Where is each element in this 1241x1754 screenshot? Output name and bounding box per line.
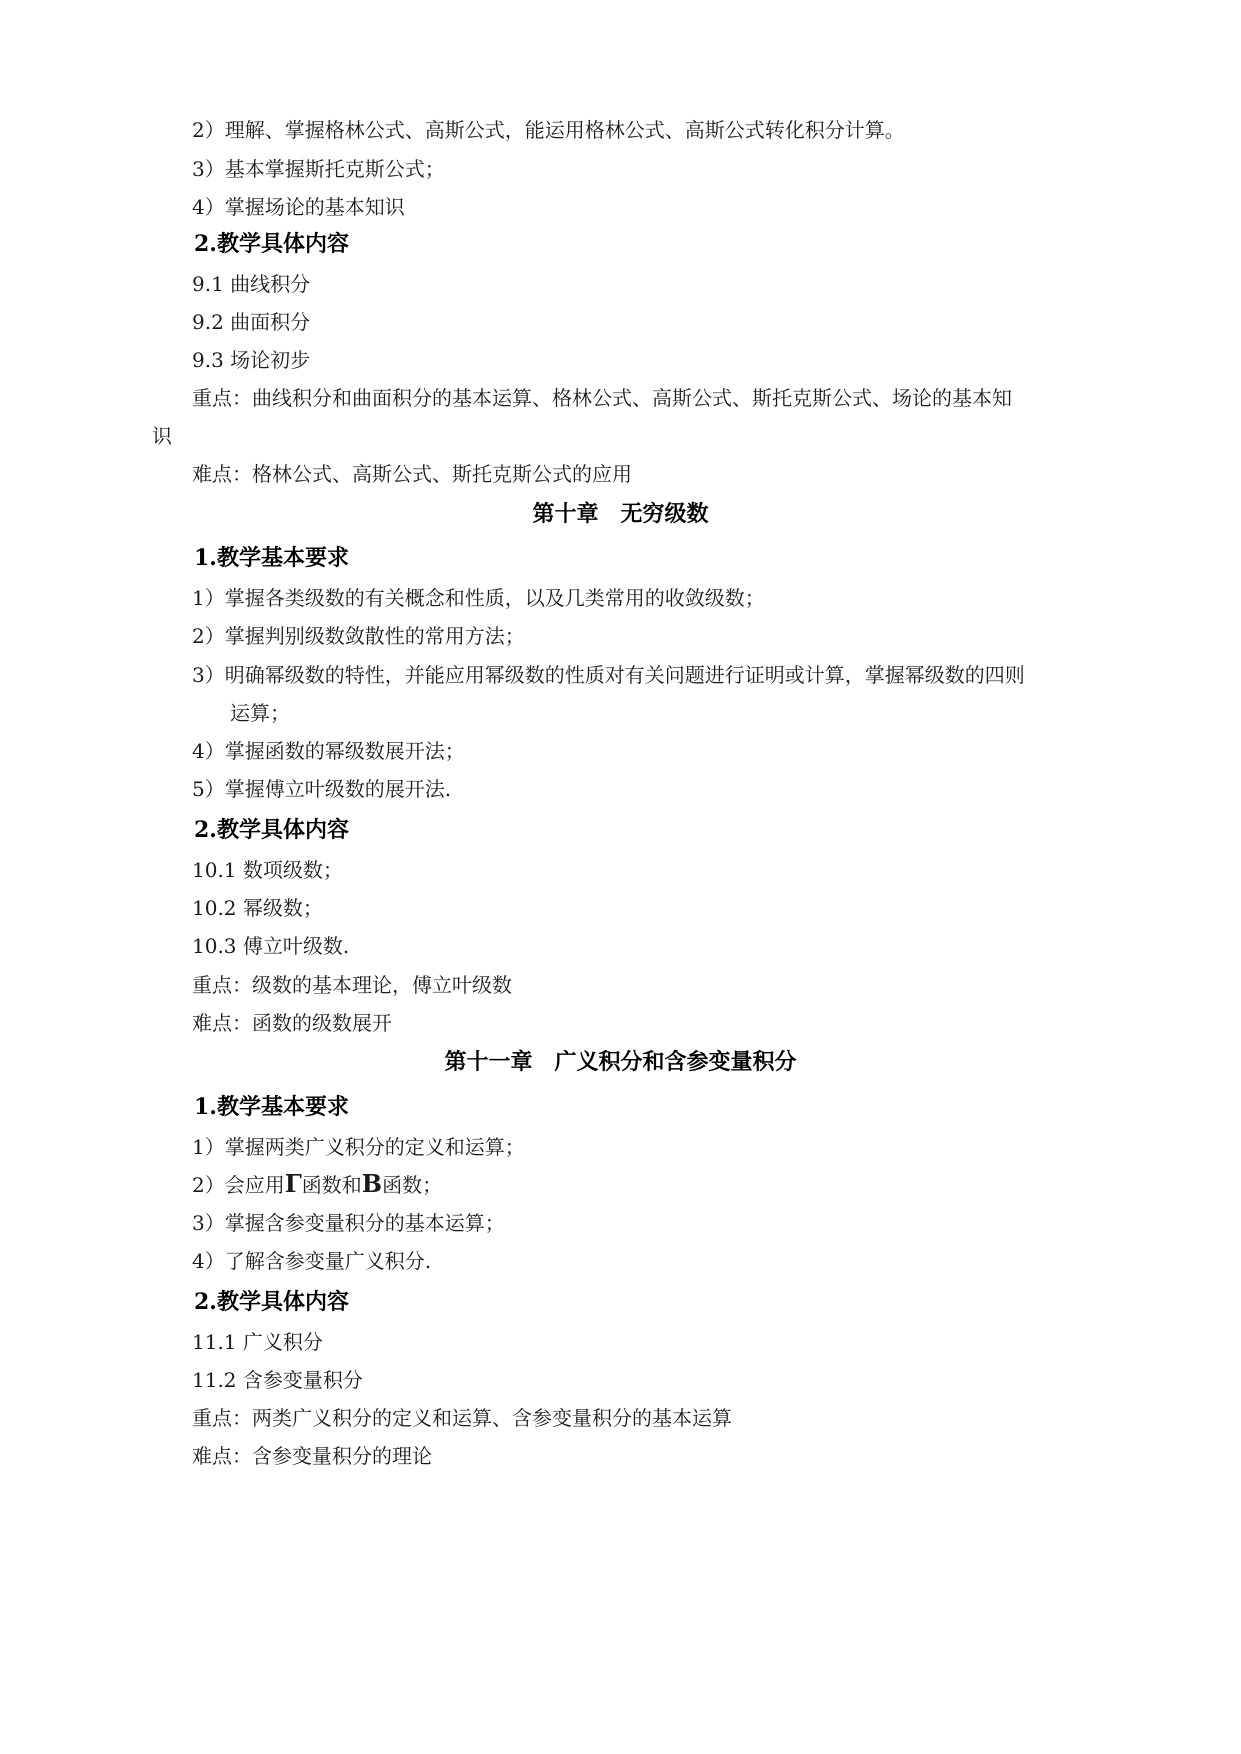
ch10-req-item-2: 2）掌握判别级数敛散性的常用方法； bbox=[192, 624, 525, 648]
ch9-req-item-4: 4）掌握场论的基本知识 bbox=[192, 195, 405, 219]
ch11-key-points: 重点：两类广义积分的定义和运算、含参变量积分的基本运算 bbox=[192, 1406, 732, 1430]
ch11-req-item-2-prefix: 2）会应用 bbox=[192, 1173, 285, 1197]
ch9-difficulties: 难点：格林公式、高斯公式、斯托克斯公式的应用 bbox=[192, 462, 632, 486]
ch10-req-heading: 1.教学基本要求 bbox=[194, 545, 349, 571]
ch11-req-heading: 1.教学基本要求 bbox=[194, 1094, 349, 1120]
ch11-title: 第十一章 广义积分和含参变量积分 bbox=[444, 1049, 797, 1075]
ch10-content-heading: 2.教学具体内容 bbox=[194, 817, 349, 843]
ch10-content-item-3: 10.3 傅立叶级数. bbox=[192, 934, 350, 958]
ch10-req-item-3: 3）明确幂级数的特性，并能应用幂级数的性质对有关问题进行证明或计算，掌握幂级数的四则 bbox=[192, 663, 1025, 687]
ch10-title: 第十章 无穷级数 bbox=[532, 501, 709, 527]
ch9-content-item-3: 9.3 场论初步 bbox=[192, 348, 311, 372]
ch10-req-item-5: 5）掌握傅立叶级数的展开法. bbox=[192, 777, 452, 801]
ch11-content-item-1: 11.1 广义积分 bbox=[192, 1330, 323, 1354]
ch11-difficulties: 难点：含参变量积分的理论 bbox=[192, 1444, 432, 1468]
ch9-content-heading: 2.教学具体内容 bbox=[194, 231, 349, 257]
ch10-req-item-4: 4）掌握函数的幂级数展开法； bbox=[192, 739, 465, 763]
ch9-req-item-2: 2）理解、掌握格林公式、高斯公式，能运用格林公式、高斯公式转化积分计算。 bbox=[192, 118, 905, 142]
ch10-content-item-2: 10.2 幂级数； bbox=[192, 896, 323, 920]
ch11-req-item-2-mid: 函数和 bbox=[301, 1173, 362, 1197]
gamma-symbol: Γ bbox=[284, 1169, 302, 1198]
ch9-content-item-2: 9.2 曲面积分 bbox=[192, 310, 311, 334]
ch10-req-item-3-continued: 运算； bbox=[230, 701, 290, 725]
ch11-req-item-4: 4）了解含参变量广义积分. bbox=[192, 1249, 432, 1273]
ch10-difficulties: 难点：函数的级数展开 bbox=[192, 1011, 392, 1035]
ch10-key-points: 重点：级数的基本理论，傅立叶级数 bbox=[192, 973, 512, 997]
ch9-key-points: 重点：曲线积分和曲面积分的基本运算、格林公式、高斯公式、斯托克斯公式、场论的基本知 bbox=[192, 386, 1012, 410]
ch11-req-item-2 bbox=[192, 1170, 442, 1199]
ch11-req-item-1: 1）掌握两类广义积分的定义和运算； bbox=[192, 1135, 525, 1159]
ch9-content-item-1: 9.1 曲线积分 bbox=[192, 272, 311, 296]
ch11-content-heading: 2.教学具体内容 bbox=[194, 1289, 349, 1315]
beta-symbol: B bbox=[361, 1169, 383, 1198]
ch11-req-item-2-suffix: 函数； bbox=[382, 1173, 443, 1197]
ch11-req-item-3: 3）掌握含参变量积分的基本运算； bbox=[192, 1211, 505, 1235]
ch10-req-item-1: 1）掌握各类级数的有关概念和性质，以及几类常用的收敛级数； bbox=[192, 586, 765, 610]
ch9-req-item-3: 3）基本掌握斯托克斯公式； bbox=[192, 157, 445, 181]
ch10-content-item-1: 10.1 数项级数； bbox=[192, 858, 343, 882]
ch9-key-points-continued: 识 bbox=[152, 424, 172, 448]
ch11-content-item-2: 11.2 含参变量积分 bbox=[192, 1368, 363, 1392]
